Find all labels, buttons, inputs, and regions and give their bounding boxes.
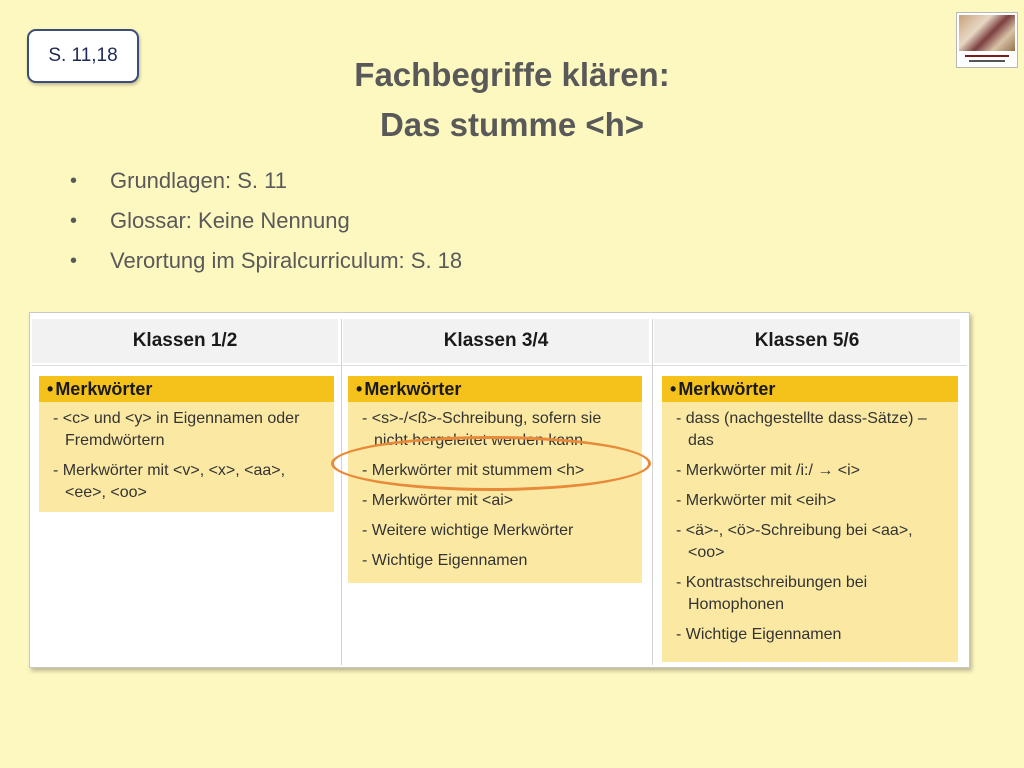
book-cover-photo bbox=[959, 15, 1015, 51]
slide-title bbox=[200, 50, 824, 150]
column-divider bbox=[652, 319, 653, 665]
box-item: - Merkwörter mit <v>, <x>, <aa>, <ee>, <oo> bbox=[53, 462, 286, 501]
box-heading: • Merkwörter bbox=[348, 376, 642, 402]
box-item: - Merkwörter mit stummem <h> bbox=[362, 462, 585, 479]
slide-title-line-2: Das stumme <h> bbox=[379, 106, 645, 143]
bullet-text: Grundlagen: S. 11 bbox=[110, 168, 287, 193]
column-header-klassen-1-2: Klassen 1/2 bbox=[32, 319, 338, 363]
box-item: - Weitere wichtige Merkwörter bbox=[362, 522, 574, 539]
book-cover-logo bbox=[956, 12, 1018, 68]
box-item: - Kontrastschreibungen bei Homophonen bbox=[676, 574, 868, 613]
bullet-item bbox=[70, 206, 462, 246]
box-item: - Merkwörter mit <eih> bbox=[676, 492, 837, 509]
box-item: - Wichtige Eigennamen bbox=[676, 626, 842, 643]
bullet-item bbox=[70, 166, 462, 206]
slide-title-line-1: Fachbegriffe klären: bbox=[354, 56, 670, 93]
box-item: - Merkwörter mit <ai> bbox=[362, 492, 514, 509]
bullet-dot-icon: • bbox=[70, 250, 78, 272]
box-heading: • Merkwörter bbox=[662, 376, 958, 402]
merkwoerter-box-5-6 bbox=[662, 376, 958, 662]
bullet-text: Verortung im Spiralcurriculum: S. 18 bbox=[110, 248, 463, 273]
bullet-text: Glossar: Keine Nennung bbox=[110, 208, 350, 233]
box-item: - dass (nachgestellte dass-Sätze) – das bbox=[676, 410, 927, 449]
box-item: - <ä>-, <ö>-Schreibung bei <aa>, <oo> bbox=[676, 522, 913, 561]
bullet-list bbox=[70, 166, 462, 286]
merkwoerter-box-1-2 bbox=[39, 376, 334, 512]
column-divider bbox=[341, 319, 342, 665]
header-divider bbox=[32, 365, 967, 366]
bullet-dot-icon: • bbox=[70, 210, 78, 232]
box-heading: • Merkwörter bbox=[39, 376, 334, 402]
page-reference-badge: S. 11,18 bbox=[27, 29, 139, 83]
box-item: - Wichtige Eigennamen bbox=[362, 552, 528, 569]
bullet-item bbox=[70, 246, 462, 286]
bullet-dot-icon: • bbox=[70, 170, 78, 192]
column-header-klassen-5-6: Klassen 5/6 bbox=[654, 319, 960, 363]
column-header-klassen-3-4: Klassen 3/4 bbox=[343, 319, 649, 363]
box-item: - <s>-/<ß>-Schreibung, sofern sie nicht hergeleitet werden kann bbox=[362, 410, 602, 449]
box-item: - <c> und <y> in Eigennamen oder Fremdwörtern bbox=[53, 410, 300, 449]
box-item: - Merkwörter mit /i:/ → <i> bbox=[676, 462, 861, 479]
highlight-ellipse bbox=[331, 436, 651, 491]
